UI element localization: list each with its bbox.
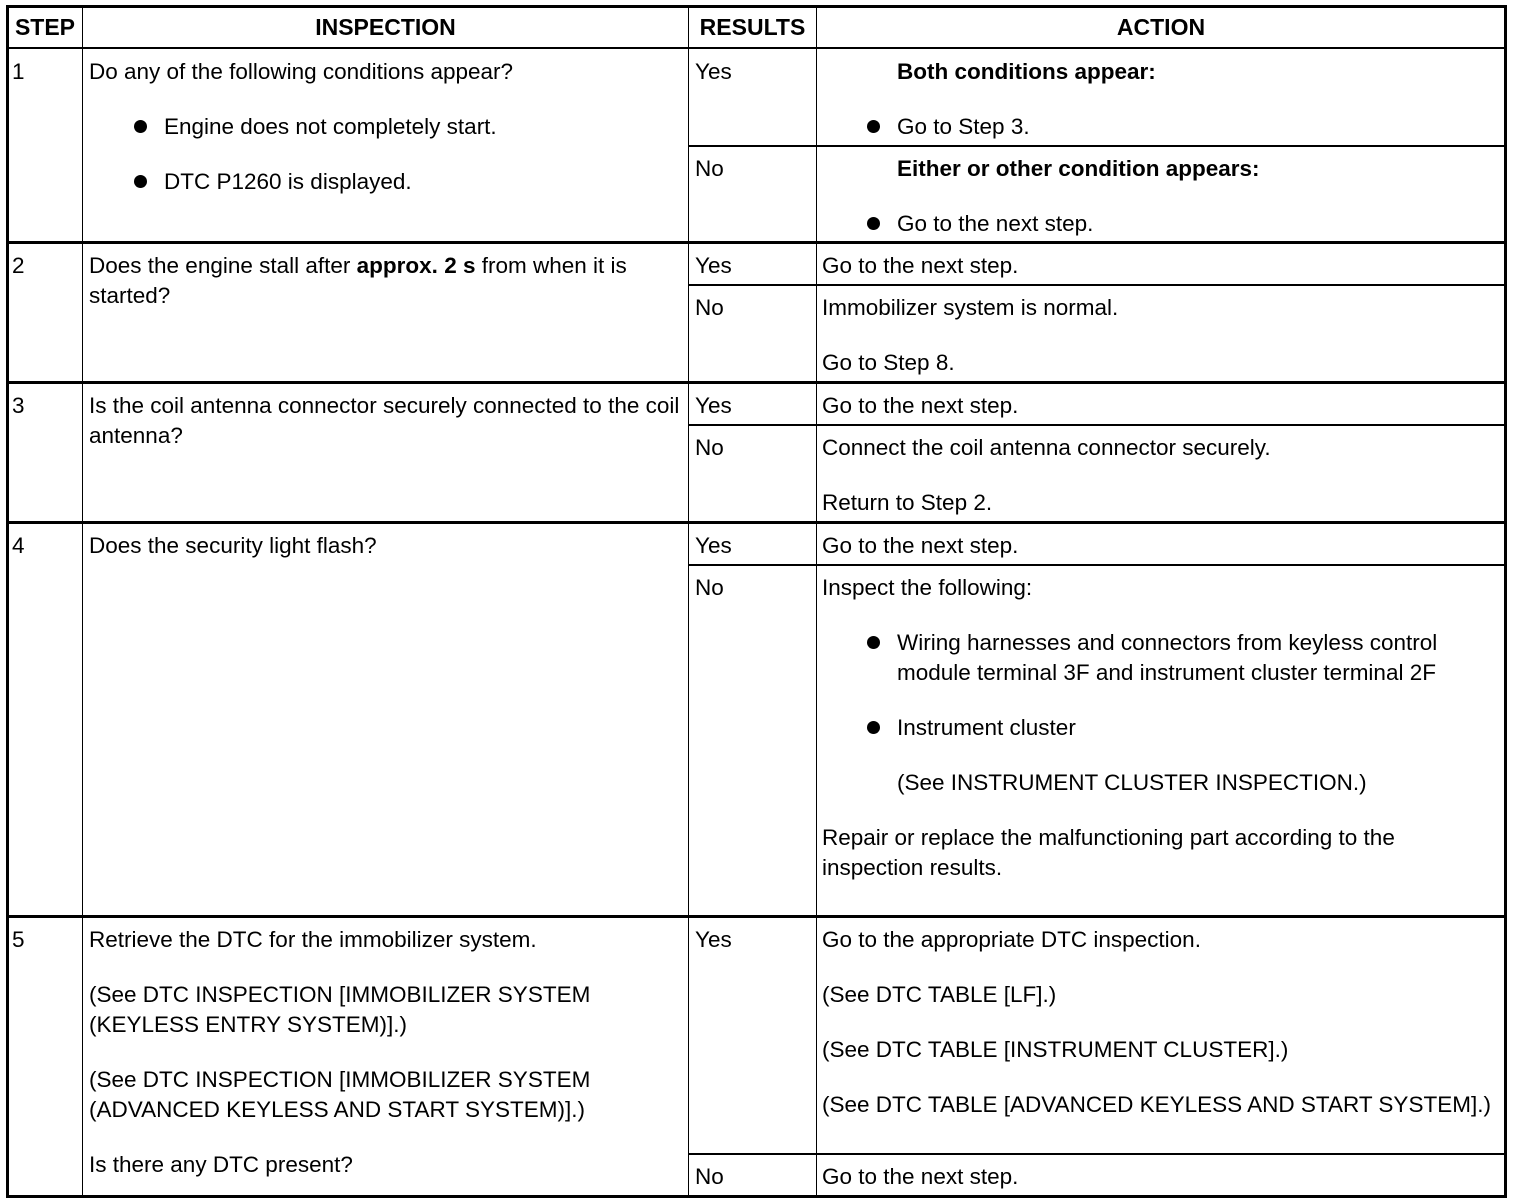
action-text: Go to the next step. [822,533,1019,558]
action-bullet: Wiring harnesses and connectors from keyless control module terminal 3F and instrument cluster terminal 2F [822,628,1492,688]
result-divider [688,145,1506,147]
inspection-cell [89,57,681,197]
result-divider [688,424,1506,426]
step-number: 1 [12,59,25,84]
action-text: Go to the next step. [822,393,1019,418]
result-divider [688,284,1506,286]
action-text: Inspect the following: [822,575,1033,600]
action-text: Return to Step 2. [822,490,993,515]
reference-text: (See DTC INSPECTION [IMMOBILIZER SYSTEM (ADVANCED KEYLESS AND START SYSTEM)].) [89,1067,591,1122]
action-bullet: Go to Step 3. [822,112,1492,142]
result-divider [688,1153,1506,1155]
inspection-cell [89,925,681,1180]
column-divider [688,6,689,1197]
action-text: Go to the next step. [822,1164,1019,1189]
action-text: Go to the appropriate DTC inspection. [822,927,1201,952]
reference-text: (See DTC TABLE [LF].) [822,982,1057,1007]
result-yes: Yes [695,59,732,84]
result-yes: Yes [695,533,732,558]
result-yes: Yes [695,393,732,418]
reference-text: (See DTC TABLE [ADVANCED KEYLESS AND START SYSTEM].) [822,1092,1491,1117]
header-step: STEP [14,14,76,40]
action-cell [822,925,1492,1120]
inspection-question: Does the security light flash? [89,533,377,558]
step-number: 2 [12,253,25,278]
reference-text: (See INSTRUMENT CLUSTER INSPECTION.) [897,770,1367,795]
reference-text: (See DTC TABLE [INSTRUMENT CLUSTER].) [822,1037,1289,1062]
result-no: No [695,435,724,460]
action-text: Go to the next step. [822,253,1019,278]
action-text: Connect the coil antenna connector securely. [822,435,1271,460]
inspection-question: Is the coil antenna connector securely connected to the coil antenna? [89,393,680,448]
action-bullet: Go to the next step. [822,209,1492,239]
inspection-question: Does the engine stall after approx. 2 s from when it is started? [89,253,627,308]
condition-bullet: DTC P1260 is displayed. [89,167,681,197]
action-cell [822,154,1492,239]
inspection-question: Do any of the following conditions appear? [89,59,514,84]
step-number: 3 [12,393,25,418]
result-no: No [695,156,724,181]
row-divider [7,241,1506,244]
step-number: 4 [12,533,25,558]
action-cell [822,293,1492,378]
inspection-question: Is there any DTC present? [89,1152,353,1177]
action-text: Go to Step 8. [822,350,955,375]
action-cell [822,433,1492,518]
action-heading: Either or other condition appears: [897,156,1260,181]
action-cell [822,573,1492,883]
inspection-text: Retrieve the DTC for the immobilizer system. [89,927,537,952]
inspection-cell [89,251,681,311]
column-divider [82,6,83,1197]
reference-text: (See DTC INSPECTION [IMMOBILIZER SYSTEM (KEYLESS ENTRY SYSTEM)].) [89,982,591,1037]
result-yes: Yes [695,927,732,952]
action-text: Immobilizer system is normal. [822,295,1119,320]
action-heading: Both conditions appear: [897,59,1156,84]
step-number: 5 [12,927,25,952]
row-divider [7,381,1506,384]
row-divider [7,915,1506,918]
row-divider [7,521,1506,524]
header-results: RESULTS [699,14,806,40]
result-divider [688,564,1506,566]
header-inspection: INSPECTION [315,14,456,40]
result-no: No [695,295,724,320]
action-cell [822,57,1492,142]
header-action: ACTION [1116,14,1206,40]
row-divider [7,47,1506,49]
result-yes: Yes [695,253,732,278]
action-text: Repair or replace the malfunctioning part according to the inspection results. [822,825,1395,880]
result-no: No [695,575,724,600]
result-no: No [695,1164,724,1189]
action-bullet: Instrument cluster [822,713,1492,743]
column-divider [816,6,817,1197]
condition-bullet: Engine does not completely start. [89,112,681,142]
